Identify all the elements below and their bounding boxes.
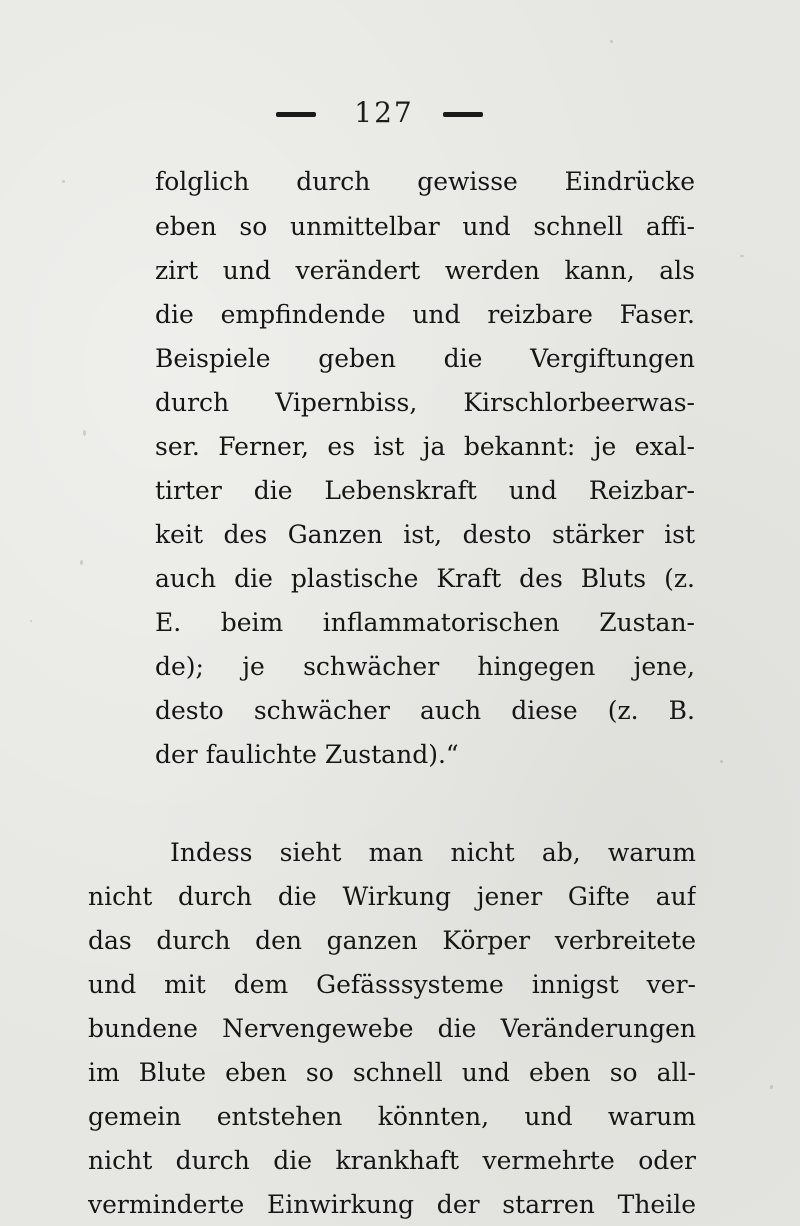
paper-speck [720,760,723,763]
text-line: eben so unmittelbar und schnell affi- [155,212,695,241]
header-dash-left [276,112,316,117]
text-line: und mit dem Gefässsysteme innigst ver- [88,970,696,999]
text-line: die empfindende und reizbare Faser. [155,300,695,329]
text-line: gemein entstehen könnten, und warum [88,1102,696,1131]
text-line: bundene Nervengewebe die Veränderungen [88,1014,696,1043]
text-line: tirter die Lebenskraft und Reizbar- [155,476,695,505]
paper-speck [80,560,83,565]
paper-speck [62,180,65,183]
text-line: E. beim inflammatorischen Zustan- [155,608,695,637]
paper-speck [740,255,744,257]
paper-speck [30,620,32,622]
text-line: verminderte Einwirkung der starren Theile [88,1190,696,1219]
text-line: auch die plastische Kraft des Bluts (z. [155,564,695,593]
text-line: das durch den ganzen Körper verbreitete [88,926,696,955]
text-line: Indess sieht man nicht ab, warum [170,838,696,867]
text-line: ser. Ferner, es ist ja bekannt: je exal- [155,432,695,461]
text-line: im Blute eben so schnell und eben so all- [88,1058,696,1087]
header-dash-right [443,112,483,117]
paper-speck [83,430,86,436]
text-line: desto schwächer auch diese (z. B. [155,696,695,725]
text-line: nicht durch die Wirkung jener Gifte auf [88,882,696,911]
text-line: Beispiele geben die Vergiftungen [155,344,695,373]
text-line: folglich durch gewisse Eindrücke [155,167,695,196]
text-line: nicht durch die krankhaft vermehrte oder [88,1146,696,1175]
page-header [0,96,800,136]
text-line: durch Vipernbiss, Kirschlorbeerwas- [155,388,695,417]
text-line: keit des Ganzen ist, desto stärker ist [155,520,695,549]
paper-speck [610,40,613,43]
text-line: de); je schwächer hingegen jene, [155,652,695,681]
page-number: 127 [354,96,414,129]
text-line: der faulichte Zustand).“ [155,740,459,769]
paper-speck [770,1085,773,1089]
text-line: zirt und verändert werden kann, als [155,256,695,285]
